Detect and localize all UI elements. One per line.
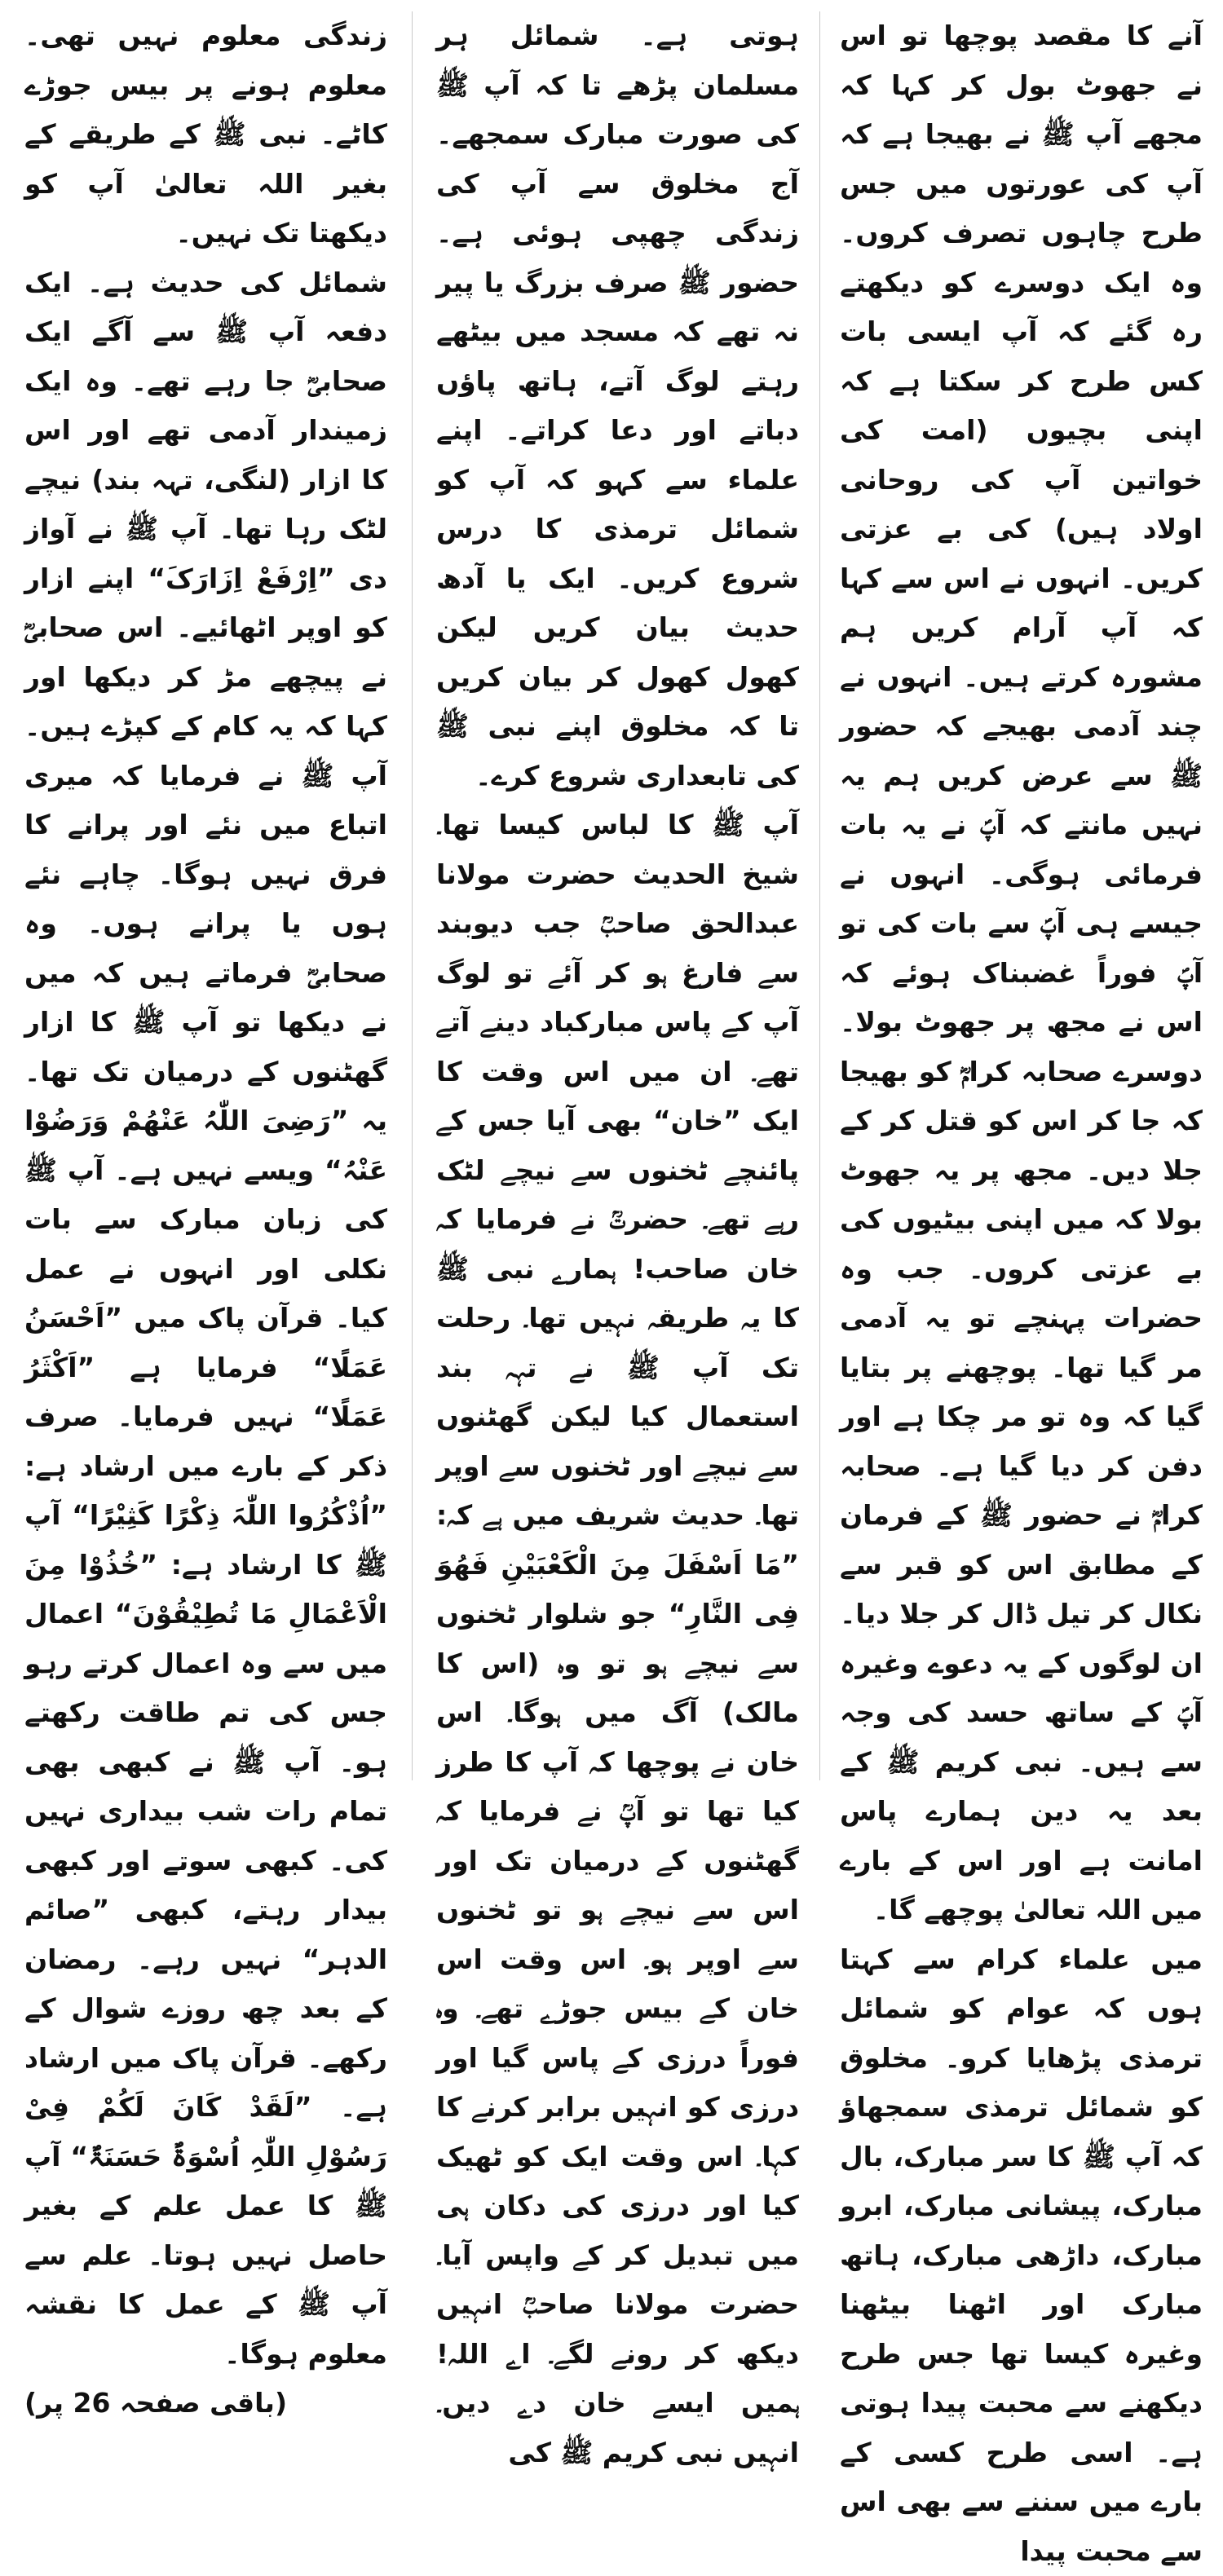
paragraph: آنے کا مقصد پوچھا تو اس نے جھوٹ بول کر کہا کہ مجھے آپ ﷺ نے بھیجا ہے کہ آپ کی عورتوں میں جس طرح چاہوں تصرف کروں۔ وہ ایک دوسرے کو دیکھتے رہ گئے کہ آپ ایسی بات کس طرح کر سکتا ہے کہ اپنی بچیوں (امت کی خواتین آپ کی روحانی اولاد ہیں) کی بے عزتی کریں۔ انہوں نے اس سے کہا کہ آپ آرام کریں ہم مشورہ کرتے ہیں۔ انہوں نے چند آدمی بھیجے کہ حضور ﷺ سے عرض کریں ہم یہ نہیں مانتے کہ آپؐ نے یہ بات فرمائی ہوگی۔ انہوں نے جیسے ہی آپؐ سے بات کی تو آپؐ فوراً غضبناک ہوئے کہ اس نے مجھ پر جھوٹ بولا۔ دوسرے صحابہ کرامؓ کو بھیجا کہ جا کر اس کو قتل کر کے جلا دیں۔ مجھ پر یہ جھوٹ بولا کہ میں اپنی بیٹیوں کی بے عزتی کروں۔ جب وہ حضرات پہنچے تو یہ آدمی مر گیا تھا۔ پوچھنے پر بتایا گیا کہ وہ تو مر چکا ہے اور دفن کر دیا گیا ہے۔ صحابہ کرامؓ نے حضور ﷺ کے فرمان کے مطابق اس کو قبر سے نکال کر تیل ڈال کر جلا دیا۔ ان لوگوں کے یہ دعوے وغیرہ آپؐ کے ساتھ حسد کی وجہ سے ہیں۔ نبی کریم ﷺ کے بعد یہ دین ہمارے پاس امانت ہے اور اس کے بارے میں اللہ تعالیٰ پوچھے گا۔: [840, 11, 1203, 1935]
column-middle: [436, 11, 799, 1780]
paragraph: ہوتی ہے۔ شمائل ہر مسلمان پڑھے تا کہ آپ ﷺ کی صورت مبارک سمجھے۔ آج مخلوق سے آپ کی زندگی چھپی ہوئی ہے۔ حضور ﷺ صرف بزرگ یا پیر نہ تھے کہ مسجد میں بیٹھے رہتے لوگ آتے، ہاتھ پاؤں دباتے اور دعا کراتے۔ اپنے علماء سے کہو کہ آپ کو شمائل ترمذی کا درس شروع کریں۔ ایک یا آدھ حدیث بیان کریں لیکن کھول کھول کر بیان کریں تا کہ مخلوق اپنے نبی ﷺ کی تابعداری شروع کرے۔: [436, 11, 799, 801]
paragraph: میں علماء کرام سے کہتا ہوں کہ عوام کو شمائل ترمذی پڑھایا کرو۔ مخلوق کو شمائل ترمذی سمجھاؤ کہ آپ ﷺ کا سر مبارک، بال مبارک، پیشانی مبارک، ابرو مبارک، داڑھی مبارک، ہاتھ مبارک اور اٹھنا بیٹھنا وغیرہ کیسا تھا جس طرح دیکھنے سے محبت پیدا ہوتی ہے۔ اسی طرح کسی کے بارے میں سننے سے بھی اس سے محبت پیدا: [840, 1935, 1203, 2576]
column-divider: [819, 11, 820, 1780]
column-left: [24, 11, 387, 1780]
column-right: [840, 11, 1203, 1780]
paragraph: آپ ﷺ کا لباس کیسا تھا۔ شیخ الحدیث حضرت مولانا عبدالحق صاحبؒ جب دیوبند سے فارغ ہو کر آئے تو لوگ آپ کے پاس مبارکباد دینے آتے تھے۔ ان میں اس وقت کا ایک ”خان“ بھی آیا جس کے پائنچے ٹخنوں سے نیچے لٹک رہے تھے۔ حضرتؒ نے فرمایا کہ خان صاحب! ہمارے نبی ﷺ کا یہ طریقہ نہیں تھا۔ رحلت تک آپ ﷺ نے تہہ بند استعمال کیا لیکن گھٹنوں سے نیچے اور ٹخنوں سے اوپر تھا۔ حدیث شریف میں ہے کہ: ”مَا اَسْفَلَ مِنَ الْکَعْبَیْنِ فَھُوَ فِی النَّارِ“ جو شلوار ٹخنوں سے نیچے ہو تو وہ (اس کا مالک) آگ میں ہوگا۔ اس خان نے پوچھا کہ آپ کا طرز کیا تھا تو آپؒ نے فرمایا کہ گھٹنوں کے درمیان تک اور اس سے نیچے ہو تو ٹخنوں سے اوپر ہو۔ اس وقت اس خان کے بیس جوڑے تھے۔ وہ فوراً درزی کے پاس گیا اور درزی کو انہیں برابر کرنے کا کہا۔ اس وقت ایک کو ٹھیک کیا اور درزی کی دکان ہی میں تبدیل کر کے واپس آیا۔ حضرت مولانا صاحبؒ انہیں دیکھ کر رونے لگے۔ اے اللہ! ہمیں ایسے خان دے دیں۔ انہیں نبی کریم ﷺ کی: [436, 801, 799, 2477]
continued-note: (باقی صفحہ 26 پر): [24, 2379, 387, 2428]
paragraph: زندگی معلوم نہیں تھی۔ معلوم ہونے پر بیس جوڑے کاٹے۔ نبی ﷺ کے طریقے کے بغیر اللہ تعالیٰ آپ کو دیکھتا تک نہیں۔: [24, 11, 387, 258]
paragraph: شمائل کی حدیث ہے۔ ایک دفعہ آپ ﷺ سے آگے ایک صحابیؓ جا رہے تھے۔ وہ ایک زمیندار آدمی تھے اور اس کا ازار (لنگی، تہہ بند) نیچے لٹک رہا تھا۔ آپ ﷺ نے آواز دی ”اِرْفَعْ اِزَارَکَ“ اپنے ازار کو اوپر اٹھائیے۔ اس صحابیؓ نے پیچھے مڑ کر دیکھا اور کہا کہ یہ کام کے کپڑے ہیں۔ آپ ﷺ نے فرمایا کہ میری اتباع میں نئے اور پرانے کا فرق نہیں ہوگا۔ چاہے نئے ہوں یا پرانے ہوں۔ وہ صحابیؓ فرماتے ہیں کہ میں نے دیکھا تو آپ ﷺ کا ازار گھٹنوں کے درمیان تک تھا۔ یہ ”رَضِیَ اللّٰہُ عَنْھُمْ وَرَضُوْا عَنْہُ“ ویسے نہیں ہے۔ آپ ﷺ کی زبان مبارک سے بات نکلی اور انہوں نے عمل کیا۔ قرآن پاک میں ”اَحْسَنُ عَمَلًا“ فرمایا ہے ”اَکْثَرُ عَمَلًا“ نہیں فرمایا۔ صرف ذکر کے بارے میں ارشاد ہے: ”اُذْکُرُوا اللّٰہَ ذِکْرًا کَثِیْرًا“ آپ ﷺ کا ارشاد ہے: ”خُذُوْا مِنَ الْاَعْمَالِ مَا تُطِیْقُوْنَ“ اعمال میں سے وہ اعمال کرتے رہو جس کی تم طاقت رکھتے ہو۔ آپ ﷺ نے کبھی بھی تمام رات شب بیداری نہیں کی۔ کبھی سوتے اور کبھی بیدار رہتے، کبھی ”صائم الدہر“ نہیں رہے۔ رمضان کے بعد چھ روزے شوال کے رکھے۔ قرآن پاک میں ارشاد ہے۔ ”لَقَدْ کَانَ لَکُمْ فِیْ رَسُوْلِ اللّٰہِ اُسْوَۃٌ حَسَنَۃٌ“ آپ ﷺ کا عمل علم کے بغیر حاصل نہیں ہوتا۔ علم سے آپ ﷺ کے عمل کا نقشہ معلوم ہوگا۔: [24, 258, 387, 2380]
column-divider: [412, 11, 413, 1780]
